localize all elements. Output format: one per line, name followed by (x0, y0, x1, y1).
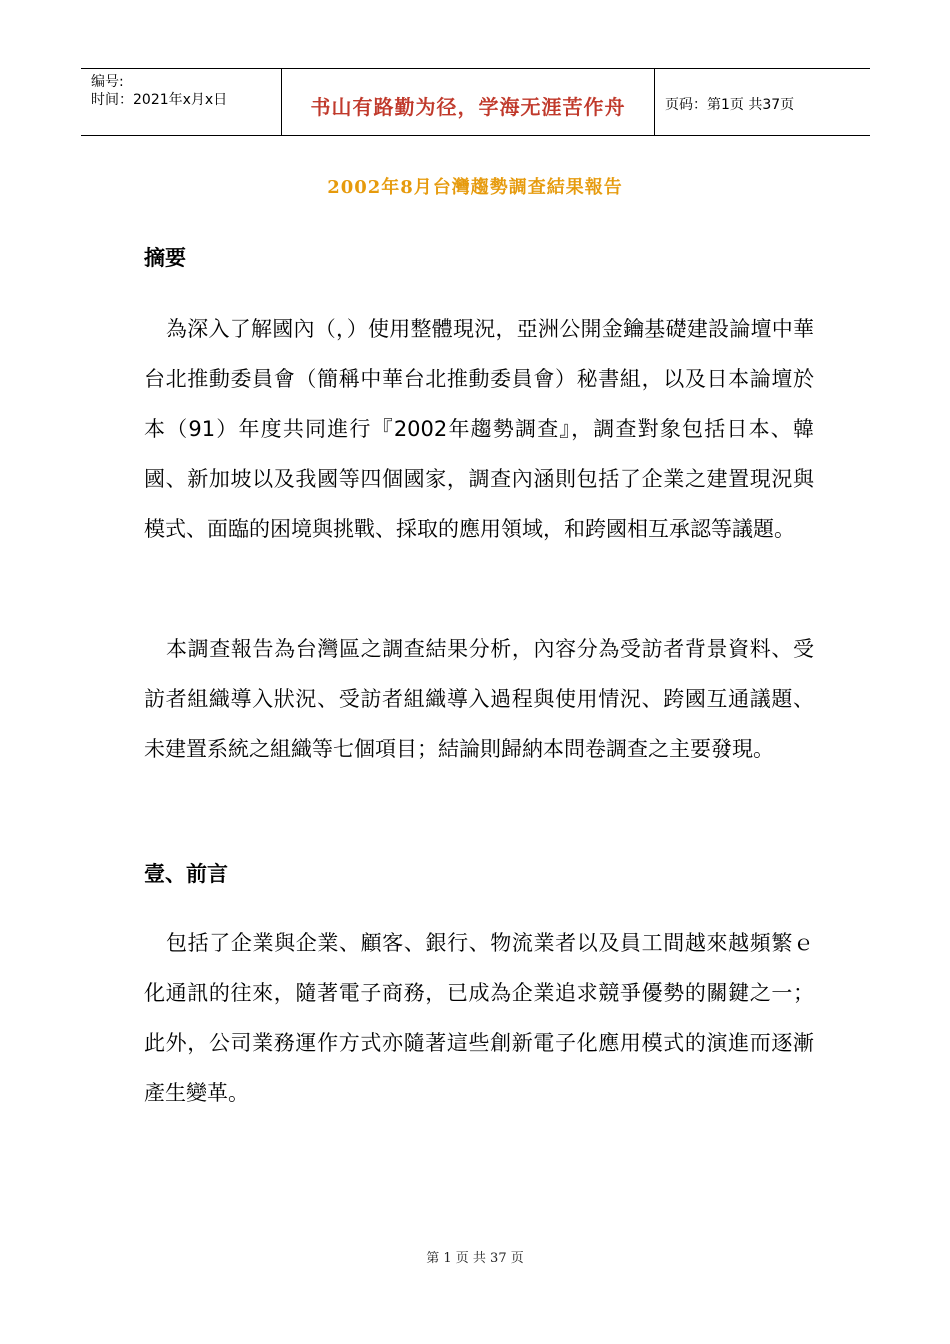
motto-text: 书山有路勤为径，学海无涯苦作舟 (310, 95, 626, 119)
abstract-heading: 摘要 (144, 246, 186, 270)
page-footer: 第 1 页 共 37 页 (426, 1251, 524, 1266)
header-page-cell (655, 69, 870, 135)
header-info-cell (81, 69, 282, 135)
header-page-info: 页码：第1页 共37页 (665, 97, 795, 113)
time-label: 时间：2021年x月x日 (91, 92, 228, 108)
abstract-paragraph-1: 為深入了解國內（，）使用整體現況，亞洲公開金鑰基礎建設論壇中華台北推動委員會（簡稱中華台北推動委員會）秘書組，以及日本論壇於本（91）年度共同進行『2002年趨勢調查』，調查對象包括日本、韓國、新加坡以及我國等四個國家，調查內涵則包括了企業之建置現況與模式、面臨的困境與挑戰、採取的應用領域，和跨國相互承認等議題。 (144, 317, 814, 541)
number-label: 编号: (91, 74, 124, 90)
intro-paragraph-1: 包括了企業與企業、顧客、銀行、物流業者以及員工間越來越頻繁ｅ化通訊的往來，隨著電子商務，已成為企業追求競爭優勢的關鍵之一；此外，公司業務運作方式亦隨著這些創新電子化應用模式的演進而逐漸產生變革。 (144, 931, 814, 1105)
abstract-paragraph-2: 本調查報告為台灣區之調查結果分析，內容分為受訪者背景資料、受訪者組織導入狀況、受訪者組織導入過程與使用情況、跨國互通議題、未建置系統之組織等七個項目；結論則歸納本問卷調查之主要發現。 (144, 637, 814, 761)
header-motto-cell (282, 69, 655, 135)
document-title: 2002年8月台灣趨勢調查結果報告 (327, 177, 623, 198)
intro-heading: 壹、前言 (144, 862, 228, 886)
page-header (81, 68, 870, 136)
